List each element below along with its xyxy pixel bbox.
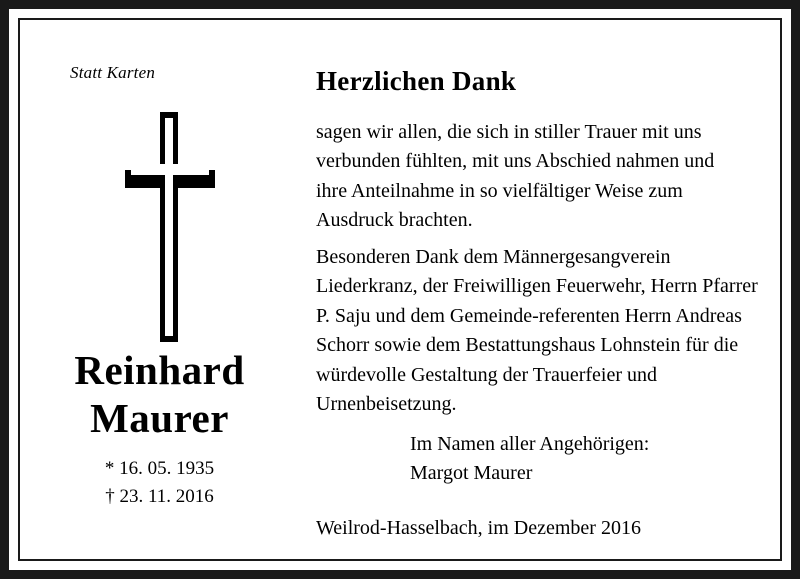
card-content <box>22 22 778 557</box>
statt-karten-note: Statt Karten <box>70 63 156 82</box>
cross-icon <box>125 112 215 342</box>
thanks-paragraph-1: sagen wir allen, die sich in stiller Trauer mit uns verbunden fühlten, mit uns Abschied nahmen und ihre Anteilnahme in so vielfältiger Weise zum Ausdruck brachten. <box>316 121 715 232</box>
deceased-first-name: Reinhard <box>74 347 245 393</box>
deceased-name <box>22 347 297 443</box>
birth-date: * 16. 05. 1935 <box>104 458 215 479</box>
behalf-line-2: Margot Maurer <box>410 462 533 485</box>
deceased-last-name: Maurer <box>90 394 229 441</box>
life-dates <box>22 455 297 510</box>
behalf-line-1: Im Namen aller Angehörigen: <box>410 433 650 455</box>
behalf-block <box>410 430 649 489</box>
death-date: † 23. 11. 2016 <box>105 485 214 507</box>
place-and-date: Weilrod-Hasselbach, im Dezember 2016 <box>316 517 641 539</box>
thanks-heading: Herzlichen Dank <box>316 66 517 96</box>
right-column <box>297 22 778 557</box>
thanks-paragraph-2: Besonderen Dank dem Männergesangverein Liederkranz, der Freiwilligen Feuerwehr, Herrn Pfarrer P. Saju und dem Gemeinde-referenten Herrn Andreas Schorr sowie dem Bestattungshaus Lohnstein für die würdevolle Gestaltung der Trauerfeier und Urnenbeisetzung. <box>316 246 758 415</box>
left-column <box>22 22 297 557</box>
